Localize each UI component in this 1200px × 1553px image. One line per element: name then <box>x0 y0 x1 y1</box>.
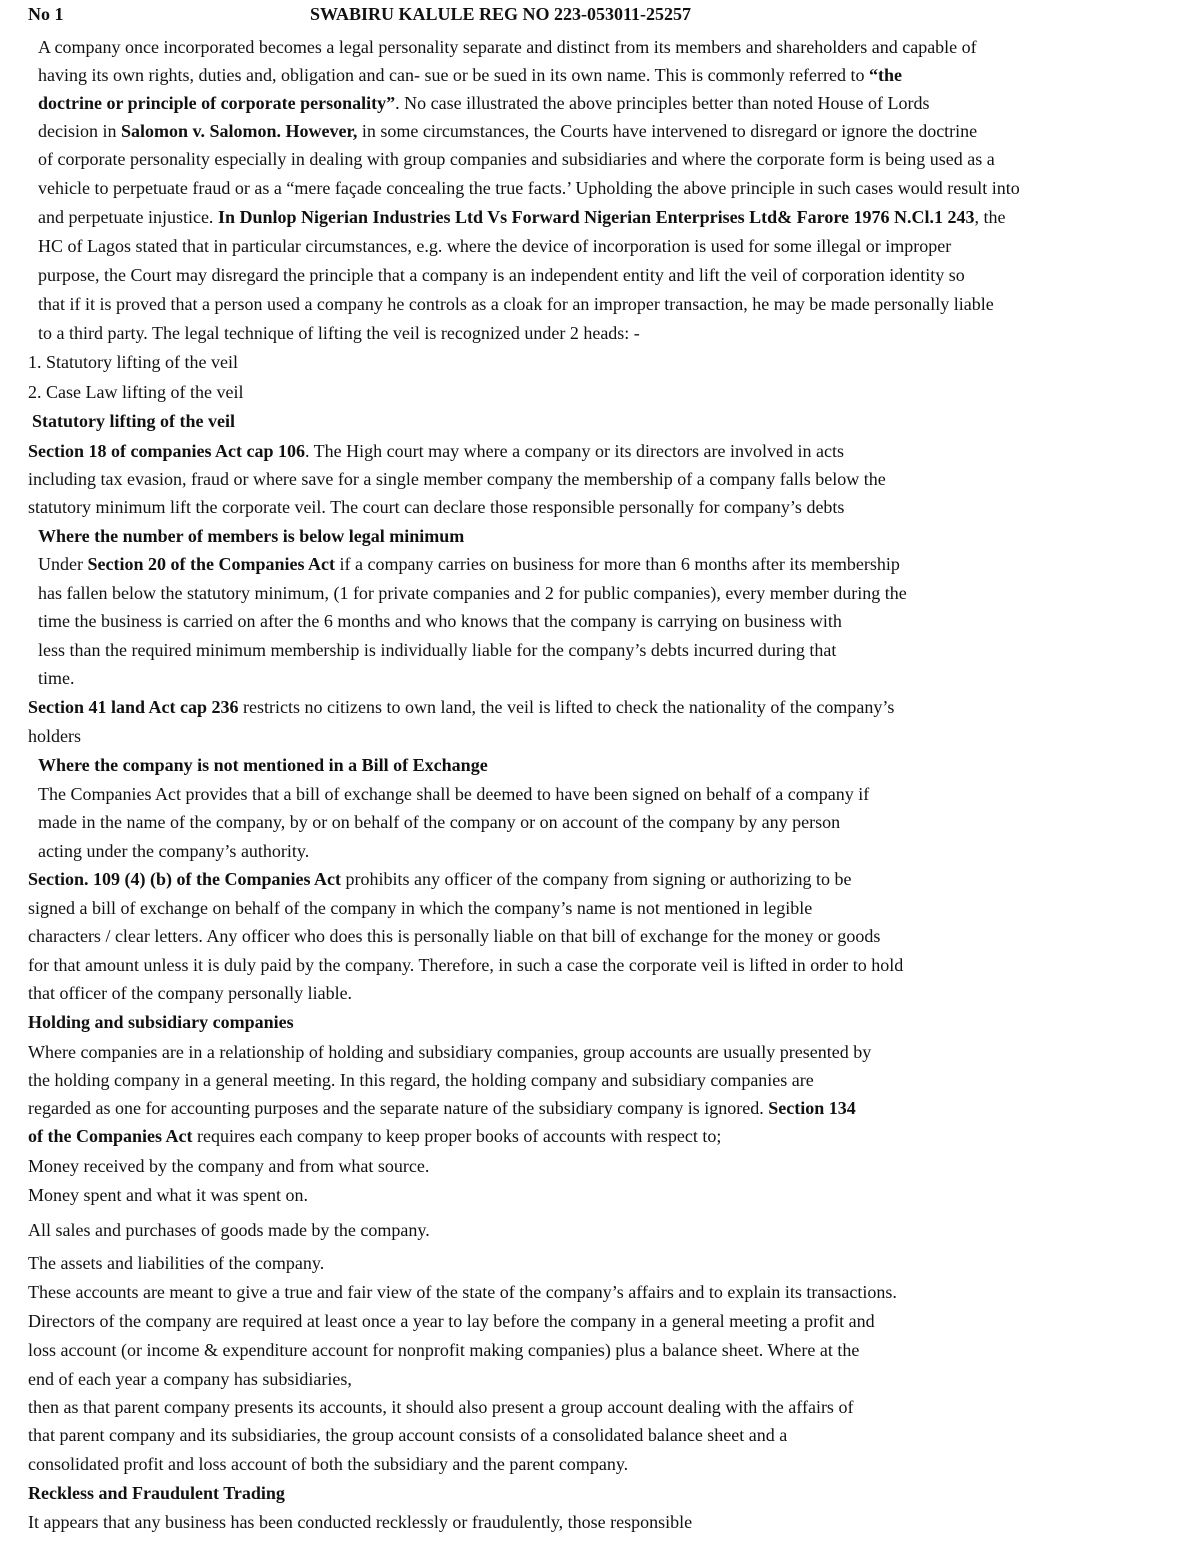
text-line: It appears that any business has been conducted recklessly or fraudulently, those responsible <box>28 1512 693 1532</box>
text-line: then as that parent company presents its accounts, it should also present a group account dealing with the affairs of <box>28 1397 854 1417</box>
text-line: Under Section 20 of the Companies Act if a company carries on business for more than 6 months after its membership <box>38 554 900 574</box>
text-line: Where companies are in a relationship of holding and subsidiary companies, group accounts are usually presented by <box>28 1042 872 1062</box>
text-line: characters / clear letters. Any officer who does this is personally liable on that bill of exchange for the money or goods <box>28 926 881 946</box>
text-line: for that amount unless it is duly paid by the company. Therefore, in such a case the corporate veil is lifted in order to hold <box>28 955 904 975</box>
text-line: decision in Salomon v. Salomon. However, in some circumstances, the Courts have intervened to disregard or ignore the doctrine <box>38 121 978 141</box>
text-line: time the business is carried on after the 6 months and who knows that the company is carrying on business with <box>38 611 842 631</box>
text-line: made in the name of the company, by or on behalf of the company or on account of the company by any person <box>38 812 841 832</box>
text-line: A company once incorporated becomes a legal personality separate and distinct from its members and shareholders and capable of <box>38 37 977 57</box>
text-line: vehicle to perpetuate fraud or as a “mere façade concealing the true facts.’ Upholding the above principle in such cases would result into <box>38 178 1020 198</box>
text-line: time. <box>38 668 75 688</box>
list-item: Money spent and what it was spent on. <box>28 1185 308 1205</box>
text-line: that if it is proved that a person used a company he controls as a cloak for an improper transaction, he may be made personally liable <box>38 294 994 314</box>
section-heading: Holding and subsidiary companies <box>28 1012 294 1032</box>
list-item: 1. Statutory lifting of the veil <box>28 352 238 372</box>
text-line: that officer of the company personally liable. <box>28 983 353 1003</box>
list-item: 2. Case Law lifting of the veil <box>28 382 244 402</box>
text-line: of corporate personality especially in dealing with group companies and subsidiaries and where the corporate form is being used as a <box>38 149 995 169</box>
text-line: consolidated profit and loss account of both the subsidiary and the parent company. <box>28 1454 629 1474</box>
section-heading: Reckless and Fraudulent Trading <box>28 1483 285 1503</box>
list-item: All sales and purchases of goods made by the company. <box>28 1220 430 1240</box>
text-line: and perpetuate injustice. In Dunlop Nigerian Industries Ltd Vs Forward Nigerian Enterprises Ltd& Farore 1976 N.Cl.1 243, the <box>38 207 1006 227</box>
text-line: Directors of the company are required at least once a year to lay before the company in a general meeting a profit and <box>28 1311 875 1331</box>
section-heading: Statutory lifting of the veil <box>32 411 235 431</box>
text-line: Section 41 land Act cap 236 restricts no citizens to own land, the veil is lifted to check the nationality of the company’s <box>28 697 895 717</box>
student-id-header: SWABIRU KALULE REG NO 223-053011-25257 <box>310 4 692 24</box>
text-line: The Companies Act provides that a bill of exchange shall be deemed to have been signed on behalf of a company if <box>38 784 870 804</box>
text-line: including tax evasion, fraud or where save for a single member company the membership of a company falls below the <box>28 469 886 489</box>
text-line: signed a bill of exchange on behalf of the company in which the company’s name is not mentioned in legible <box>28 898 813 918</box>
list-item: The assets and liabilities of the company. <box>28 1253 325 1273</box>
text-line: to a third party. The legal technique of lifting the veil is recognized under 2 heads: - <box>38 323 640 343</box>
text-line: of the Companies Act requires each company to keep proper books of accounts with respect to; <box>28 1126 722 1146</box>
list-item: Money received by the company and from what source. <box>28 1156 430 1176</box>
text-line: having its own rights, duties and, obligation and can- sue or be sued in its own name. This is commonly referred to “the <box>38 65 903 85</box>
text-line: has fallen below the statutory minimum, (1 for private companies and 2 for public companies), every member during the <box>38 583 907 603</box>
text-line: less than the required minimum membership is individually liable for the company’s debts incurred during that <box>38 640 837 660</box>
text-line: holders <box>28 726 81 746</box>
text-line: end of each year a company has subsidiaries, <box>28 1369 352 1389</box>
section-heading: Where the company is not mentioned in a Bill of Exchange <box>38 755 488 775</box>
section-heading: Where the number of members is below legal minimum <box>38 526 465 546</box>
text-line: statutory minimum lift the corporate veil. The court can declare those responsible personally for company’s debts <box>28 497 845 517</box>
text-line: the holding company in a general meeting. In this regard, the holding company and subsidiary companies are <box>28 1070 814 1090</box>
text-line: Section 18 of companies Act cap 106. The High court may where a company or its directors are involved in acts <box>28 441 844 461</box>
text-line: regarded as one for accounting purposes and the separate nature of the subsidiary company is ignored. Section 134 <box>28 1098 856 1118</box>
text-line: purpose, the Court may disregard the principle that a company is an independent entity and lift the veil of corporation identity so <box>38 265 965 285</box>
text-line: HC of Lagos stated that in particular circumstances, e.g. where the device of incorporation is used for some illegal or improper <box>38 236 952 256</box>
text-line: Section. 109 (4) (b) of the Companies Act prohibits any officer of the company from signing or authorizing to be <box>28 869 852 889</box>
page-number: No 1 <box>28 4 64 24</box>
text-line: doctrine or principle of corporate personality”. No case illustrated the above principles better than noted House of Lords <box>38 93 930 113</box>
text-line: acting under the company’s authority. <box>38 841 310 861</box>
text-line: loss account (or income & expenditure account for nonprofit making companies) plus a balance sheet. Where at the <box>28 1340 860 1360</box>
text-line: These accounts are meant to give a true and fair view of the state of the company’s affairs and to explain its transactions. <box>28 1282 897 1302</box>
text-line: that parent company and its subsidiaries, the group account consists of a consolidated balance sheet and a <box>28 1425 788 1445</box>
